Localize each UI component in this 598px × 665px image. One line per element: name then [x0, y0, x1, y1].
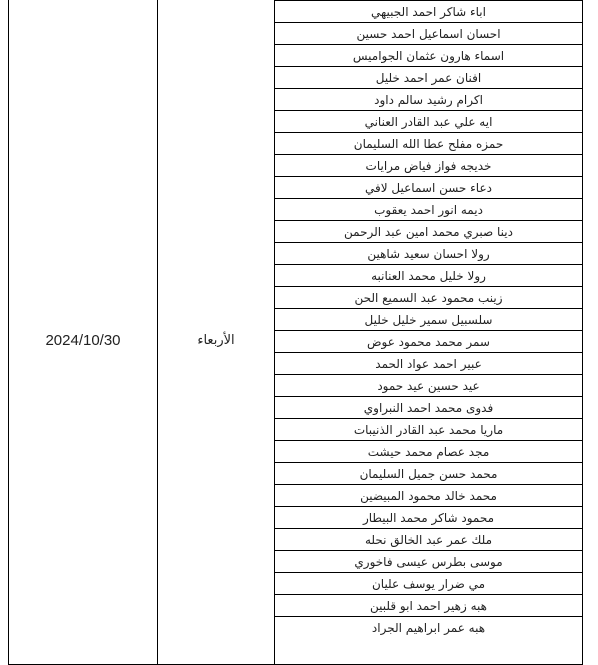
day-cell: الأربعاء [197, 333, 235, 348]
list-item: اسماء هارون عثمان الجواميس [275, 44, 582, 66]
list-item: احسان اسماعيل احمد حسين [275, 22, 582, 44]
list-item: افنان عمر احمد خليل [275, 66, 582, 88]
list-item: ماريا محمد عبد القادر الذنيبات [275, 418, 582, 440]
attendance-table [8, 0, 583, 665]
list-item: دعاء حسن اسماعيل لافي [275, 176, 582, 198]
list-item: زينب محمود عبد السميع الحن [275, 286, 582, 308]
list-item: رولا خليل محمد العنانبه [275, 264, 582, 286]
list-item: سمر محمد محمود عوض [275, 330, 582, 352]
list-item: ايه علي عبد القادر العناني [275, 110, 582, 132]
list-item: سلسبيل سمير خليل خليل [275, 308, 582, 330]
list-item: ملك عمر عبد الخالق نحله [275, 528, 582, 550]
names-list [275, 0, 582, 638]
date-cell: 2024/10/30 [45, 332, 121, 349]
list-item: ديمه انور احمد يعقوب [275, 198, 582, 220]
list-item: عيد حسين عيد حمود [275, 374, 582, 396]
list-item: هبه عمر ابراهيم الجراد [275, 616, 582, 638]
list-item: عبير احمد عواد الحمد [275, 352, 582, 374]
list-item: مجد عصام محمد حيشت [275, 440, 582, 462]
list-item: هبه زهير احمد ابو قلبين [275, 594, 582, 616]
list-item: محمود شاكر محمد البيطار [275, 506, 582, 528]
list-item: اكرام رشيد سالم داود [275, 88, 582, 110]
list-item: مي ضرار يوسف عليان [275, 572, 582, 594]
list-item: محمد حسن جميل السليمان [275, 462, 582, 484]
list-item: محمد خالد محمود المبيضين [275, 484, 582, 506]
list-item: دينا صبري محمد امين عبد الرحمن [275, 220, 582, 242]
list-item: اباء شاكر احمد الجبيهي [275, 0, 582, 22]
list-item: خديجه فواز فياض مرايات [275, 154, 582, 176]
list-item: موسى بطرس عيسى فاخوري [275, 550, 582, 572]
list-item: فدوى محمد احمد النبراوي [275, 396, 582, 418]
list-item: حمزه مفلح عطا الله السليمان [275, 132, 582, 154]
list-item: رولا احسان سعيد شاهين [275, 242, 582, 264]
